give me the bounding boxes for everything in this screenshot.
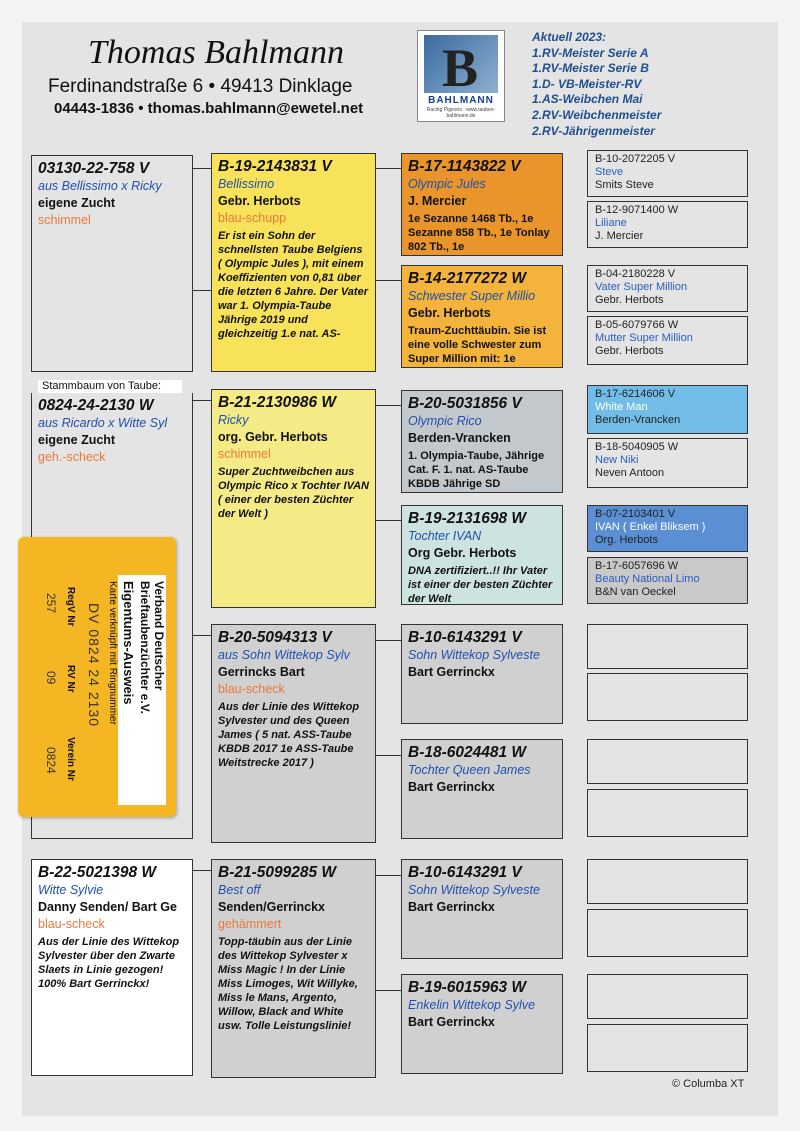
bahlmann-logo <box>417 30 505 122</box>
breeder: Org. Herbots <box>595 534 658 546</box>
ancestor-box[interactable] <box>587 265 748 312</box>
breeder: Gebr. Herbots <box>595 345 664 357</box>
card-org-1: Verband Deutscher <box>152 581 166 691</box>
feather-color: schimmel <box>38 213 91 227</box>
ring-number: B-19-2143831 V <box>218 158 332 175</box>
card-org-2: Brieftaubenzüchter e.V. <box>138 581 152 714</box>
ring-number: B-05-6079766 W <box>595 319 679 331</box>
pigeon-description: Aus der Linie des Wittekop Sylvester über den Zwarte Slaets in Linie gezogen! 100% Bart Gerrinckx! <box>38 936 180 990</box>
pigeon-name: Beauty National Limo <box>595 573 700 585</box>
ring-number: B-17-6214606 V <box>595 388 676 400</box>
great-grandparent-box[interactable] <box>401 624 563 724</box>
grandparent-box[interactable] <box>211 859 376 1078</box>
ring-number: B-19-6015963 W <box>408 979 527 996</box>
ring-number: B-17-6057696 W <box>595 560 679 572</box>
card-label: Verein Nr <box>65 737 76 781</box>
breeder: Berden-Vrancken <box>408 431 511 445</box>
ring-number: B-20-5031856 V <box>408 395 522 412</box>
pigeon-description: 1. Olympia-Taube, Jährige Cat. F. 1. nat. AS-Taube KBDB Jährige SD <box>408 450 545 490</box>
ring-number: B-12-9071400 W <box>595 204 679 216</box>
great-grandparent-box[interactable] <box>401 265 563 368</box>
card-subtitle: Karte verknüpft mit Ringnummer <box>107 581 118 725</box>
pigeon-description: 1e Sezanne 1468 Tb., 1e Sezanne 858 Tb., 1e Tonlay 802 Tb., 1e <box>408 213 550 253</box>
breeder: Org Gebr. Herbots <box>408 546 517 560</box>
card-label: RV Nr <box>65 665 76 693</box>
pigeon-name: White Man <box>595 401 648 413</box>
pigeon-name: Enkelin Wittekop Sylve <box>408 998 536 1012</box>
great-grandparent-box[interactable] <box>401 974 563 1074</box>
great-grandparent-box[interactable] <box>401 505 563 605</box>
pigeon-name: aus Ricardo x Witte Syl <box>38 416 168 430</box>
ring-number: B-07-2103401 V <box>595 508 676 520</box>
feather-color: geh.-scheck <box>38 450 106 464</box>
breeder: Gebr. Herbots <box>218 194 301 208</box>
pigeon-description: Er ist ein Sohn der schnellsten Taube Belgiens ( Olympic Jules ), mit einem Koeffizienten von 0,81 über die letzten 6 Jahre. Der Vater war 1. Olympia-Taube Jährige 2019 und gleichzeitig 1.e nat. AS- <box>218 230 368 340</box>
ancestor-box-empty[interactable] <box>587 789 748 837</box>
dam-box[interactable] <box>31 859 193 1076</box>
great-grandparent-box[interactable] <box>401 859 563 959</box>
pigeon-name: Mutter Super Million <box>595 332 693 344</box>
card-value: 257 <box>44 593 58 614</box>
ring-number: B-20-5094313 V <box>218 629 332 646</box>
great-grandparent-box[interactable] <box>401 153 563 256</box>
pigeon-name: aus Sohn Wittekop Sylv <box>218 648 350 662</box>
ring-number: B-18-5040905 W <box>595 441 679 453</box>
ancestor-box-empty[interactable] <box>587 909 748 957</box>
breeder: org. Gebr. Herbots <box>218 430 328 444</box>
ancestor-box[interactable] <box>587 557 748 604</box>
breeder: eigene Zucht <box>38 196 116 210</box>
ownership-card <box>18 537 176 817</box>
achievement-item: 1.RV-Meister Serie A <box>532 45 649 60</box>
pigeon-description: Topp-täubin aus der Linie des Wittekop Sylvester x Miss Magic ! In der Linie Miss Limoges, Wit Willyke, Miss le Mans, Argento, Willow, Black and White usw. Tolle Leistungslinie! <box>218 936 358 1032</box>
ancestor-box-empty[interactable] <box>587 974 748 1019</box>
breeder: Gerrincks Bart <box>218 665 305 679</box>
pigeon-name: aus Bellissimo x Ricky <box>38 179 162 193</box>
achievements-title: Aktuell 2023: <box>532 30 607 44</box>
breeder: Gebr. Herbots <box>595 294 664 306</box>
card-value: 09 <box>44 671 58 685</box>
pigeon-name: IVAN ( Enkel Bliksem ) <box>595 521 706 533</box>
ancestor-box-empty[interactable] <box>587 624 748 669</box>
logo-brand: BAHLMANN <box>428 95 494 106</box>
ring-number: B-10-6143291 V <box>408 864 522 881</box>
pigeon-name: Vater Super Million <box>595 281 688 293</box>
grandparent-box[interactable] <box>211 624 376 843</box>
ancestor-box[interactable] <box>587 150 748 197</box>
feather-color: blau-scheck <box>38 917 105 931</box>
ring-number: B-19-2131698 W <box>408 510 527 527</box>
pigeon-description: Aus der Linie des Wittekop Sylvester und des Queen James ( 5 nat. ASS-Taube KBDB 2017 1e ASS-Taube Weitstrecke 2017 ) <box>218 701 360 769</box>
ancestor-box[interactable] <box>587 438 748 488</box>
grandparent-box[interactable] <box>211 153 376 372</box>
pigeon-description: Super Zuchtweibchen aus Olympic Rico x Tochter IVAN ( einer der besten Züchter der Welt ) <box>218 466 369 520</box>
logo-tagline: Racing Pigeons · www.tauben-bahlmann.de <box>426 107 496 119</box>
breeder: Bart Gerrinckx <box>408 665 495 679</box>
achievement-item: 2.RV-Weibchenmeister <box>532 107 662 122</box>
card-ring-number: DV 0824 24 2130 <box>86 603 102 727</box>
pigeon-name: Witte Sylvie <box>38 883 104 897</box>
breeder: J. Mercier <box>408 194 467 208</box>
pigeon-name: Tochter Queen James <box>408 763 531 777</box>
feather-color: schimmel <box>218 447 271 461</box>
great-grandparent-box[interactable] <box>401 739 563 839</box>
breeder-contact: 04443-1836 • thomas.bahlmann@ewetel.net <box>54 100 364 117</box>
ring-number: B-04-2180228 V <box>595 268 676 280</box>
pigeon-name: Steve <box>595 166 624 178</box>
breeder: Berden-Vrancken <box>595 414 681 426</box>
ring-number: 03130-22-758 V <box>38 160 150 177</box>
pigeon-name: Best off <box>218 883 261 897</box>
breeder: Smits Steve <box>595 179 654 191</box>
breeder: eigene Zucht <box>38 433 116 447</box>
ring-number: B-22-5021398 W <box>38 864 157 881</box>
achievement-item: 1.RV-Meister Serie B <box>532 61 649 76</box>
ancestor-box[interactable] <box>587 385 748 434</box>
ancestor-box-empty[interactable] <box>587 1024 748 1072</box>
ring-number: B-14-2177272 W <box>408 270 527 287</box>
pigeon-name: Tochter IVAN <box>408 529 482 543</box>
ancestor-box-empty[interactable] <box>587 739 748 784</box>
ancestor-box[interactable] <box>587 505 748 552</box>
breeder: Bart Gerrinckx <box>408 780 495 794</box>
breeder: Gebr. Herbots <box>408 306 491 320</box>
breeder-name: Thomas Bahlmann <box>88 34 344 71</box>
ancestor-box[interactable] <box>587 316 748 365</box>
card-value: 0824 <box>44 747 58 774</box>
card-title: Eigentums-Ausweis <box>121 581 136 705</box>
ring-number: B-17-1143822 V <box>408 158 521 175</box>
breeder: B&N van Oeckel <box>595 586 676 598</box>
breeder: Danny Senden/ Bart Ge <box>38 900 177 914</box>
ancestor-box-empty[interactable] <box>587 859 748 904</box>
ring-number: B-18-6024481 W <box>408 744 527 761</box>
pigeon-name: Schwester Super Millio <box>408 289 536 303</box>
ancestor-box-empty[interactable] <box>587 673 748 721</box>
pigeon-name: Sohn Wittekop Sylveste <box>408 883 540 897</box>
pigeon-description: Traum-Zuchttäubin. Sie ist eine volle Schwester zum Super Million mit: 1e <box>408 325 547 365</box>
pigeon-name: New Niki <box>595 454 639 466</box>
pigeon-name: Liliane <box>595 217 627 229</box>
stammbaum-label: Stammbaum von Taube: <box>38 380 182 394</box>
ring-number: 0824-24-2130 W <box>38 397 154 414</box>
ring-number: B-10-2072205 V <box>595 153 676 165</box>
feather-color: blau-schupp <box>218 211 287 225</box>
pigeon-name: Bellissimo <box>218 177 275 191</box>
pigeon-name: Olympic Rico <box>408 414 482 428</box>
pigeon-name: Olympic Jules <box>408 177 486 191</box>
ring-number: B-21-5099285 W <box>218 864 337 881</box>
breeder-address: Ferdinandstraße 6 • 49413 Dinklage <box>48 76 353 97</box>
achievement-item: 1.D- VB-Meister-RV <box>532 76 642 91</box>
achievement-item: 1.AS-Weibchen Mai <box>532 92 643 107</box>
achievement-item: 2.RV-Jährigenmeister <box>532 123 655 138</box>
ring-number: B-21-2130986 W <box>218 394 337 411</box>
breeder: J. Mercier <box>595 230 644 242</box>
ancestor-box[interactable] <box>587 201 748 248</box>
breeder: Neven Antoon <box>595 467 665 479</box>
pigeon-name: Sohn Wittekop Sylveste <box>408 648 540 662</box>
subject-pigeon-box[interactable] <box>31 155 193 372</box>
breeder: Bart Gerrinckx <box>408 1015 495 1029</box>
card-label: RegV Nr <box>65 587 76 627</box>
pigeon-logo-icon: B <box>424 35 498 93</box>
feather-color: blau-scheck <box>218 682 285 696</box>
breeder: Senden/Gerrinckx <box>218 900 325 914</box>
feather-color: gehämmert <box>218 917 282 931</box>
breeder: Bart Gerrinckx <box>408 900 495 914</box>
footer-credit: © Columba XT <box>672 1078 745 1090</box>
achievements-list <box>532 30 661 139</box>
grandparent-box[interactable] <box>211 389 376 608</box>
ring-number: B-10-6143291 V <box>408 629 522 646</box>
pigeon-description: DNA zertifiziert..!! Ihr Vater ist einer der besten Züchter der Welt <box>408 565 553 605</box>
great-grandparent-box[interactable] <box>401 390 563 493</box>
pigeon-name: Ricky <box>218 413 249 427</box>
